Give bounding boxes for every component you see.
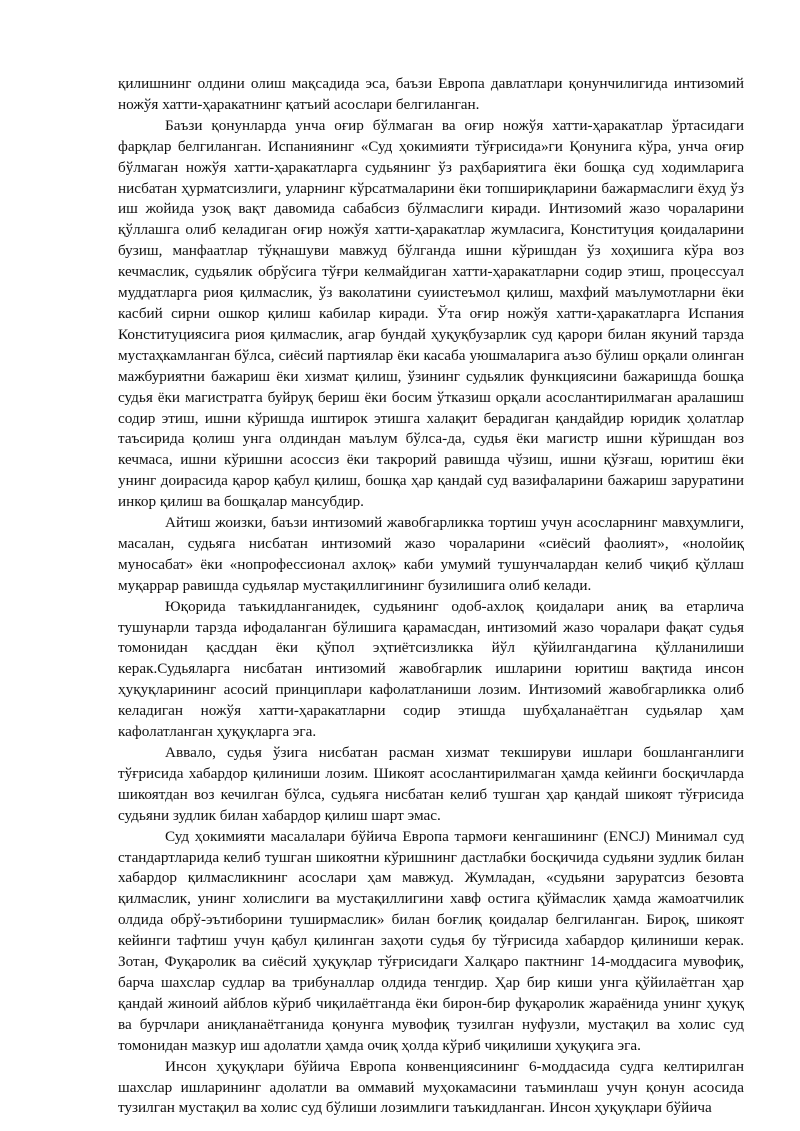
paragraph-continuation: қилишнинг олдини олиш мақсадида эса, баъзи Европа давлатлари қонунчилигида интизомий ножўя хатти-ҳаракатнинг қатъий асослари белгиланган. (118, 75, 744, 113)
paragraph-misconduct-types: Баъзи қонунларда унча оғир бўлмаган ва оғир ножўя хатти-ҳаракатлар ўртасидаги фарқлар белгиланган. Испаниянинг «Суд ҳокимияти тўғрисида»ги Қонунига кўра, унча оғир бўлмаган ножўя хатти-ҳаракатларга судьянинг ўз раҳбариятига ёки бошқа суд ходимларига нисбатан ҳурматсизлиги, уларнинг кўрсатмаларини ёки топшириқларини бажармаслиги ёхуд ўз иш жойида узоқ вақт давомида сабабсиз бўлмаслиги киради. Интизомий жазо чораларини қўллашга олиб келадиган оғир ножўя хатти-ҳаракатлар жумласига, Конституция қоидаларини бузиш, манфаатлар тўқнашуви мавжуд бўлганда ишни кўришдан ўз хоҳишига кўра воз кечмаслик, судьялик обрўсига тўғри келмайдиган хатти-ҳаракатларни содир этиш, процессуал муддатларга риоя қилмаслик, ўз ваколатини суиистеъмол қилиш, махфий маълумотларни ёки касбий сирни ошкор қилиш кабилар киради. Ўта оғир ножўя хатти-ҳаракатларга Испания Конституциясига риоя қилмаслик, агар бундай ҳуқуқбузарлик суд қарори билан якуний тарзда мустаҳкамланган бўлса, сиёсий партиялар ёки касаба уюшмаларига аъзо бўлиш орқали олинган мажбуриятни бажариш ёки хизмат қилиш, ўзининг судьялик функциясини бажаришда бошқа судья ёки магистратга буйруқ бериш ёки босим ўтказиш орқали асослантирилмаган аралашиш содир этиш, ишни кўришда иштирок этишга халақит берадиган қандайдир юридик ҳолатлар таъсирида қолиш унга олдиндан маълум бўлса-да, судья ёки магистр ишни кўришдан воз кечмаса, ишни кўришни асоссиз ёки такрорий равишда чўзиш, ишни қўзғаш, юритиш ёки унинг доирасида қарор қабул қилиш, бошқа ҳар қандай суд вазифаларини бажариш заруратини инкор қилиш ва бошқалар мансубдир. (118, 116, 744, 511)
paragraph-vague-grounds: Айтиш жоизки, баъзи интизомий жавобгарликка тортиш учун асосларнинг мавҳумлиги, масалан, судьяга нисбатан интизомий жазо чораларини «сиёсий фаолият», «нолойиқ муносабат» ёки «нопрофессионал ахлоқ» каби умумий тушунчалардан келиб чиқиб қўллаш муқаррар равишда судьялар мустақиллигининг бузилишига олиб келади. (118, 514, 744, 594)
document-body (118, 74, 744, 1119)
paragraph-encj-standards: Суд ҳокимияти масалалари бўйича Европа тармоғи кенгашининг (ENCJ) Минимал суд стандартларида келиб тушган шикоятни кўришнинг дастлабки босқичида судьяни зудлик билан хабардор қилмасликнинг асослари ҳам мавжуд. Жумладан, «судьяни заруратсиз безовта қилмаслик, унинг холислиги ва мустақиллигини хавф остига қўймаслик ҳамда жамоатчилик олдида обрў-эътиборини туширмаслик» билан боғлиқ қоидалар белгиланган. Бироқ, шикоят кейинги тафтиш учун қабул қилинган заҳоти судья бу тўғрисида хабардор қилиниши керак. Зотан, Фуқаролик ва сиёсий ҳуқуқлар тўғрисидаги Халқаро пактнинг 14-моддасига мувофиқ, барча шахслар судлар ва трибуналлар олдида тенгдир. Ҳар бир киши унга қўйилаётган ҳар қандай жиноий айблов кўриб чиқилаётганда ёки бирон-бир фуқаролик жараёнида унинг ҳуқуқ ва бурчлари аниқланаётганида қонунга мувофиқ тузилган нуфузли, мустақил ва холис суд томонидан мазкур иш адолатли ҳамда очиқ ҳолда кўриб чиқилиши ҳуқуқига эга. (118, 827, 744, 1054)
paragraph-notification: Аввало, судья ўзига нисбатан расман хизмат текшируви ишлари бошланганлиги тўғрисида хабардор қилиниши лозим. Шикоят асослантирилмаган ҳамда кейинги босқичларда шикоятдан воз кечилган бўлса, судьяга нисбатан келиб тушган ҳар қандай шикоят тўғрисида судьяни зудлик билан хабардор қилиш шарт эмас. (118, 744, 744, 824)
paragraph-guarantees: Юқорида таъкидланганидек, судьянинг одоб-ахлоқ қоидалари аниқ ва етарлича тушунарли тарзда ифодаланган бўлишига қарамасдан, интизомий жазо чоралари фақат судья томонидан қасддан ёки қўпол эҳтиётсизликка йўл қўйилгандагина қўлланилиши керак.Судьяларга нисбатан интизомий жавобгарлик ишларини юритиш вақтида инсон ҳуқуқларининг асосий принциплари кафолатланиши лозим. Интизомий жавобгарликка олиб келадиган ножўя хатти-ҳаракатларни содир этишда шубҳаланаётган судьялар ҳам кафолатланган ҳуқуқларга эга. (118, 597, 744, 741)
paragraph-echr-article-6: Инсон ҳуқуқлари бўйича Европа конвенциясининг 6-моддасида судга келтирилган шахслар ишларининг адолатли ва оммавий муҳокамасини таъминлаш учун қонун асосида тузилган мустақил ва холис суд бўлиши лозимлиги таъкидланган. Инсон ҳуқуқлари бўйича (118, 1057, 744, 1117)
